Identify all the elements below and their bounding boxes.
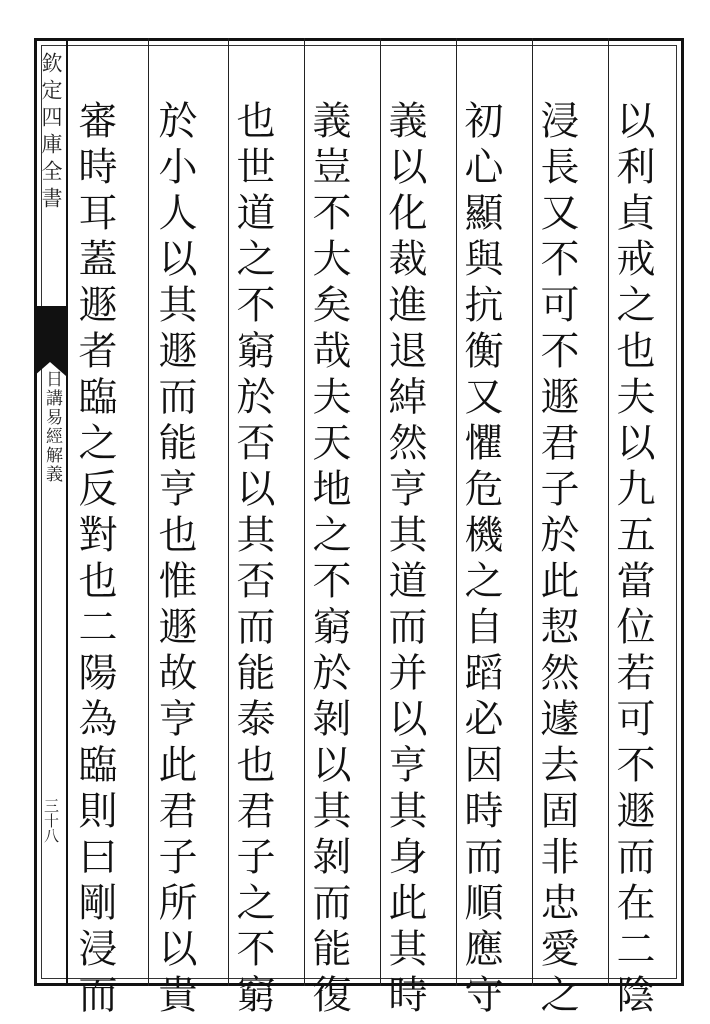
text-column-6 [228, 38, 304, 1020]
text-column-3 [456, 38, 532, 1020]
column-text: 審時耳蓋遯者臨之反對也二陽為臨則曰剛浸而 [72, 100, 117, 1020]
book-title: 欽定四庫全書 [39, 52, 63, 214]
text-column-1 [608, 38, 684, 1020]
column-text: 也世道之不窮於否以其否而能泰也君子之不窮 [230, 100, 275, 1020]
column-text: 初心顯與抗衡又懼危機之自蹈必因時而順應守 [458, 100, 503, 1020]
text-column-8 [68, 38, 148, 1020]
column-text: 浸長又不可不遯君子於此恝然遽去固非忠愛之 [534, 100, 579, 1020]
column-text: 義以化裁進退綽然亨其道而并以亨其身此其時 [382, 100, 427, 1020]
chapter-title: 日講易經解義 [42, 370, 62, 484]
text-column-4 [380, 38, 456, 1020]
column-text: 以利貞戒之也夫以九五當位若可不遯而在二陰 [610, 100, 655, 1020]
text-column-7 [148, 38, 228, 1020]
column-text: 於小人以其遯而能亨也惟遯故亨此君子所以貴 [152, 100, 197, 1020]
page-number: 三十八 [42, 798, 60, 843]
column-text: 義豈不大矣哉夫天地之不窮於剝以其剝而能復 [306, 100, 351, 1020]
text-column-2 [532, 38, 608, 1020]
text-column-5 [304, 38, 380, 1020]
